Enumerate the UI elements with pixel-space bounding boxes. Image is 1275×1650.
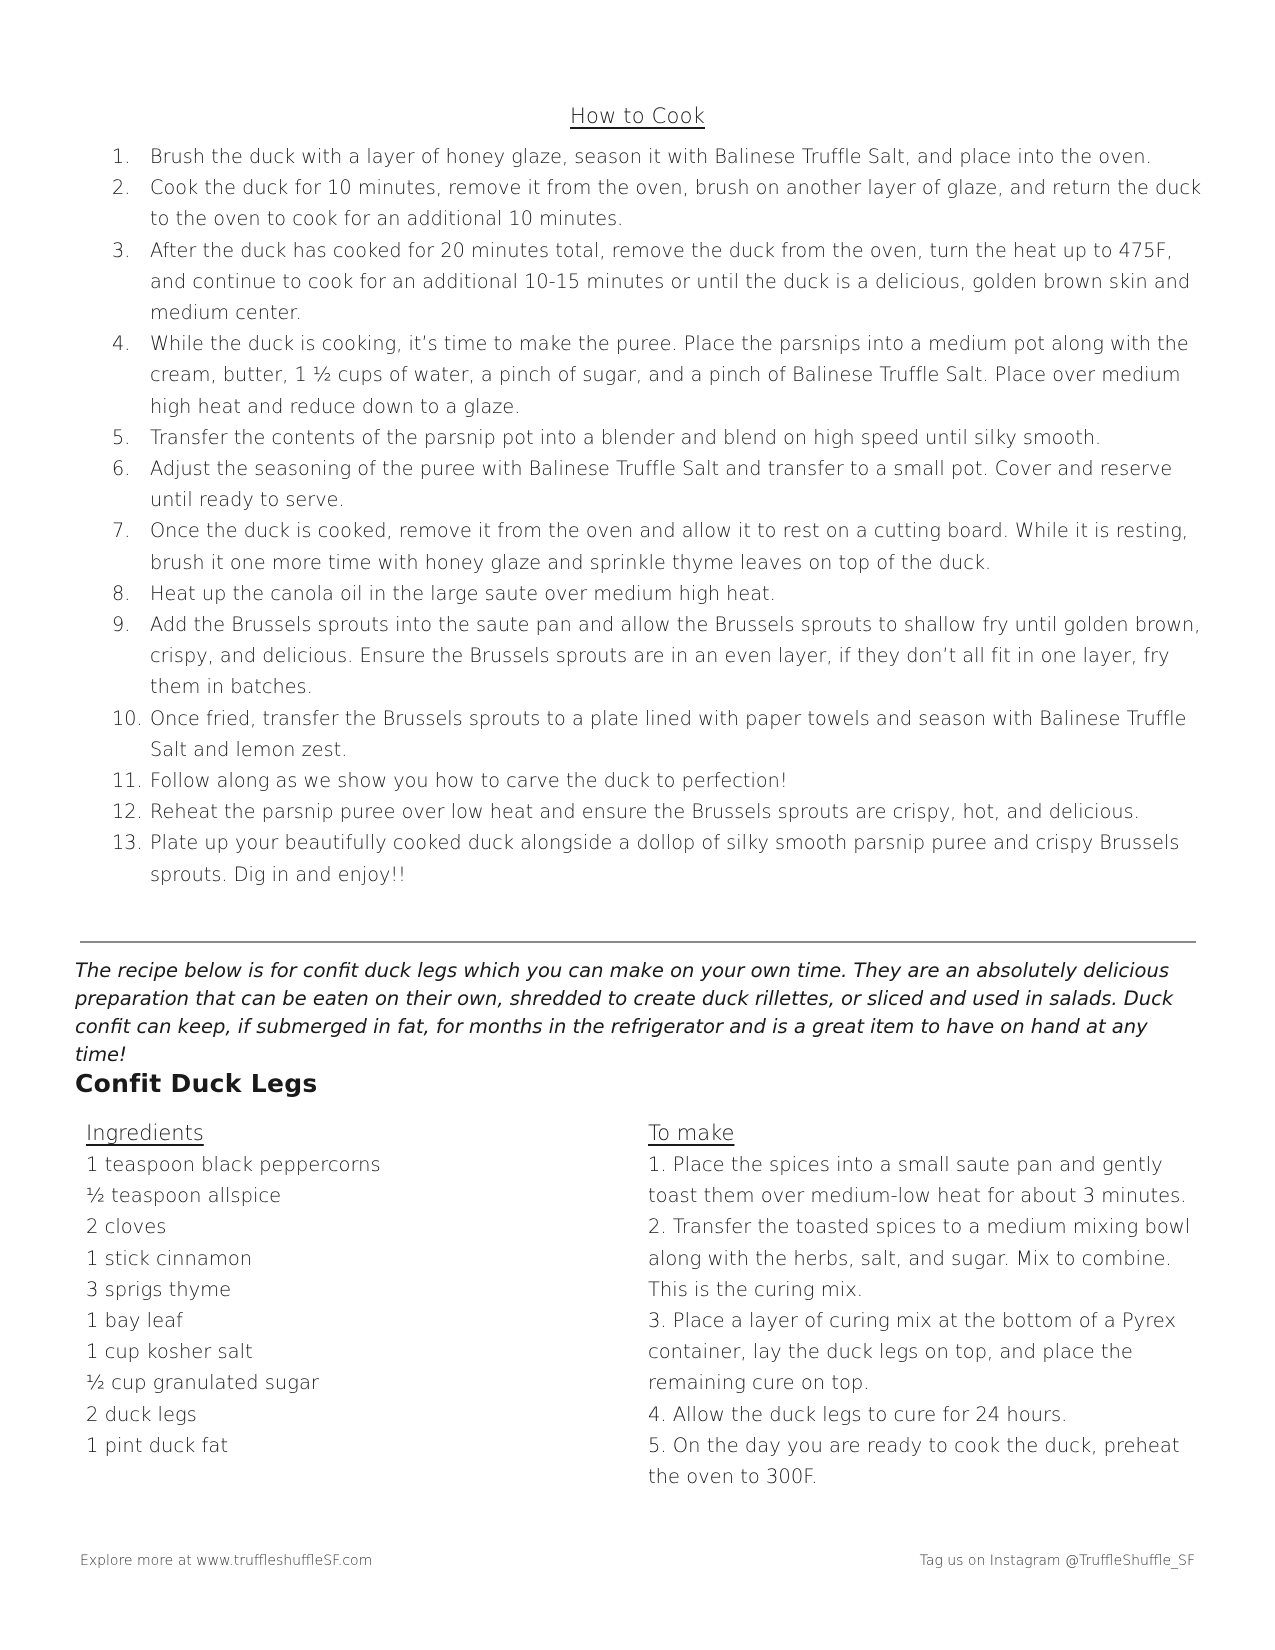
cooking-step bbox=[112, 765, 1202, 796]
cooking-step bbox=[112, 827, 1202, 889]
footer-website-link[interactable]: Explore more at www.truffleshuffleSF.com bbox=[80, 1553, 373, 1569]
ingredients-heading: Ingredients bbox=[86, 1121, 204, 1145]
cooking-step bbox=[112, 578, 1202, 609]
ingredient-item: 1 bay leaf bbox=[86, 1309, 183, 1333]
confit-intro-text: The recipe below is for confit duck legs which you can make on your own time. They are an absolutely delicious preparation that can be eaten on their own, shredded to create duck rillettes, or sliced and used in salads. Duck confit can keep, if submerged in fat, for months in the refrigerator and is a great item to have on hand at any time! bbox=[75, 959, 1174, 1066]
step-number: 10. bbox=[112, 706, 143, 730]
to-make-step: 3. Place a layer of curing mix at the bottom of a Pyrex container, lay the duck legs on top, and place the remaining cure on top. bbox=[648, 1309, 1176, 1395]
step-number: 7. bbox=[112, 519, 131, 543]
step-number: 3. bbox=[112, 238, 131, 262]
ingredient-item: 3 sprigs thyme bbox=[86, 1277, 232, 1301]
how-to-cook-title: How to Cook bbox=[570, 104, 705, 128]
cooking-steps-list bbox=[112, 141, 1202, 890]
step-text: Follow along as we show you how to carve the duck to perfection! bbox=[150, 769, 788, 793]
ingredients-column bbox=[86, 1118, 606, 1461]
ingredient-item: 1 stick cinnamon bbox=[86, 1246, 253, 1270]
how-to-cook-heading bbox=[0, 104, 1275, 128]
ingredients-list bbox=[86, 1149, 606, 1461]
step-text: Heat up the canola oil in the large saute over medium high heat. bbox=[150, 581, 776, 605]
step-text: Brush the duck with a layer of honey glaze, season it with Balinese Truffle Salt, and place into the oven. bbox=[150, 145, 1152, 168]
to-make-heading: To make bbox=[648, 1121, 735, 1145]
cooking-step bbox=[112, 235, 1202, 329]
step-number: 11. bbox=[112, 769, 143, 793]
footer-instagram-handle: Tag us on Instagram @TruffleShuffle_SF bbox=[919, 1553, 1195, 1569]
to-make-step: 2. Transfer the toasted spices to a medium mixing bowl along with the herbs, salt, and sugar. Mix to combine. This is the curing mix. bbox=[648, 1215, 1191, 1301]
to-make-list bbox=[648, 1149, 1208, 1492]
ingredient-item: ½ teaspoon allspice bbox=[86, 1184, 282, 1208]
ingredient-item: ½ cup granulated sugar bbox=[86, 1371, 319, 1395]
step-number: 4. bbox=[112, 332, 131, 356]
step-text: After the duck has cooked for 20 minutes total, remove the duck from the oven, turn the heat up to 475F, and continue to cook for an additional 10-15 minutes or until the duck is a delicious, golden brown skin and medium center. bbox=[150, 238, 1191, 325]
step-number: 2. bbox=[112, 176, 131, 200]
to-make-step: 1. Place the spices into a small saute pan and gently toast them over medium-low heat for about 3 minutes. bbox=[648, 1153, 1187, 1208]
cooking-step bbox=[112, 703, 1202, 765]
cooking-step bbox=[112, 172, 1202, 234]
step-text: Transfer the contents of the parsnip pot into a blender and blend on high speed until silky smooth. bbox=[150, 425, 1102, 449]
step-text: Add the Brussels sprouts into the saute pan and allow the Brussels sprouts to shallow fry until golden brown, crispy, and delicious. Ensure the Brussels sprouts are in an even layer, if they don’t all fit in one layer, fry them in batches. bbox=[150, 613, 1201, 699]
step-number: 1. bbox=[112, 145, 131, 168]
step-text: Reheat the parsnip puree over low heat and ensure the Brussels sprouts are crispy, hot, and delicious. bbox=[150, 800, 1140, 824]
to-make-column bbox=[648, 1118, 1208, 1492]
cooking-step bbox=[112, 141, 1202, 172]
ingredient-item: 2 duck legs bbox=[86, 1402, 197, 1426]
confit-section-title: Confit Duck Legs bbox=[75, 1069, 318, 1098]
cooking-step bbox=[112, 609, 1202, 703]
cooking-step bbox=[112, 453, 1202, 515]
cooking-step bbox=[112, 328, 1202, 422]
step-number: 12. bbox=[112, 800, 143, 824]
cooking-step bbox=[112, 515, 1202, 577]
ingredient-item: 1 pint duck fat bbox=[86, 1433, 229, 1457]
step-text: Once fried, transfer the Brussels sprouts to a plate lined with paper towels and season with Balinese Truffle Salt and lemon zest. bbox=[150, 706, 1187, 761]
ingredient-item: 1 cup kosher salt bbox=[86, 1340, 253, 1364]
to-make-step: 4. Allow the duck legs to cure for 24 hours. bbox=[648, 1402, 1068, 1426]
step-text: Plate up your beautifully cooked duck alongside a dollop of silky smooth parsnip puree and crispy Brussels sprouts. Dig in and enjoy!! bbox=[150, 831, 1180, 886]
step-number: 9. bbox=[112, 613, 131, 637]
section-divider bbox=[80, 941, 1196, 943]
step-number: 8. bbox=[112, 581, 131, 605]
ingredient-item: 2 cloves bbox=[86, 1215, 167, 1239]
cooking-step bbox=[112, 796, 1202, 827]
step-number: 6. bbox=[112, 457, 131, 481]
step-text: Once the duck is cooked, remove it from the oven and allow it to rest on a cutting board. While it is resting, brush it one more time with honey glaze and sprinkle thyme leaves on top of the duck. bbox=[150, 519, 1189, 574]
to-make-step: 5. On the day you are ready to cook the duck, preheat the oven to 300F. bbox=[648, 1433, 1180, 1489]
cooking-step bbox=[112, 422, 1202, 453]
step-text: While the duck is cooking, it’s time to make the puree. Place the parsnips into a medium pot along with the cream, butter, 1 ½ cups of water, a pinch of sugar, and a pinch of Balinese Truffle Salt. Place over medium high heat and reduce down to a glaze. bbox=[150, 332, 1189, 418]
step-text: Cook the duck for 10 minutes, remove it from the oven, brush on another layer of glaze, and return the duck to the oven to cook for an additional 10 minutes. bbox=[150, 176, 1202, 231]
step-text: Adjust the seasoning of the puree with Balinese Truffle Salt and transfer to a small pot. Cover and reserve until ready to serve. bbox=[150, 457, 1173, 512]
ingredient-item: 1 teaspoon black peppercorns bbox=[86, 1153, 381, 1176]
step-number: 5. bbox=[112, 425, 131, 449]
step-number: 13. bbox=[112, 831, 143, 855]
